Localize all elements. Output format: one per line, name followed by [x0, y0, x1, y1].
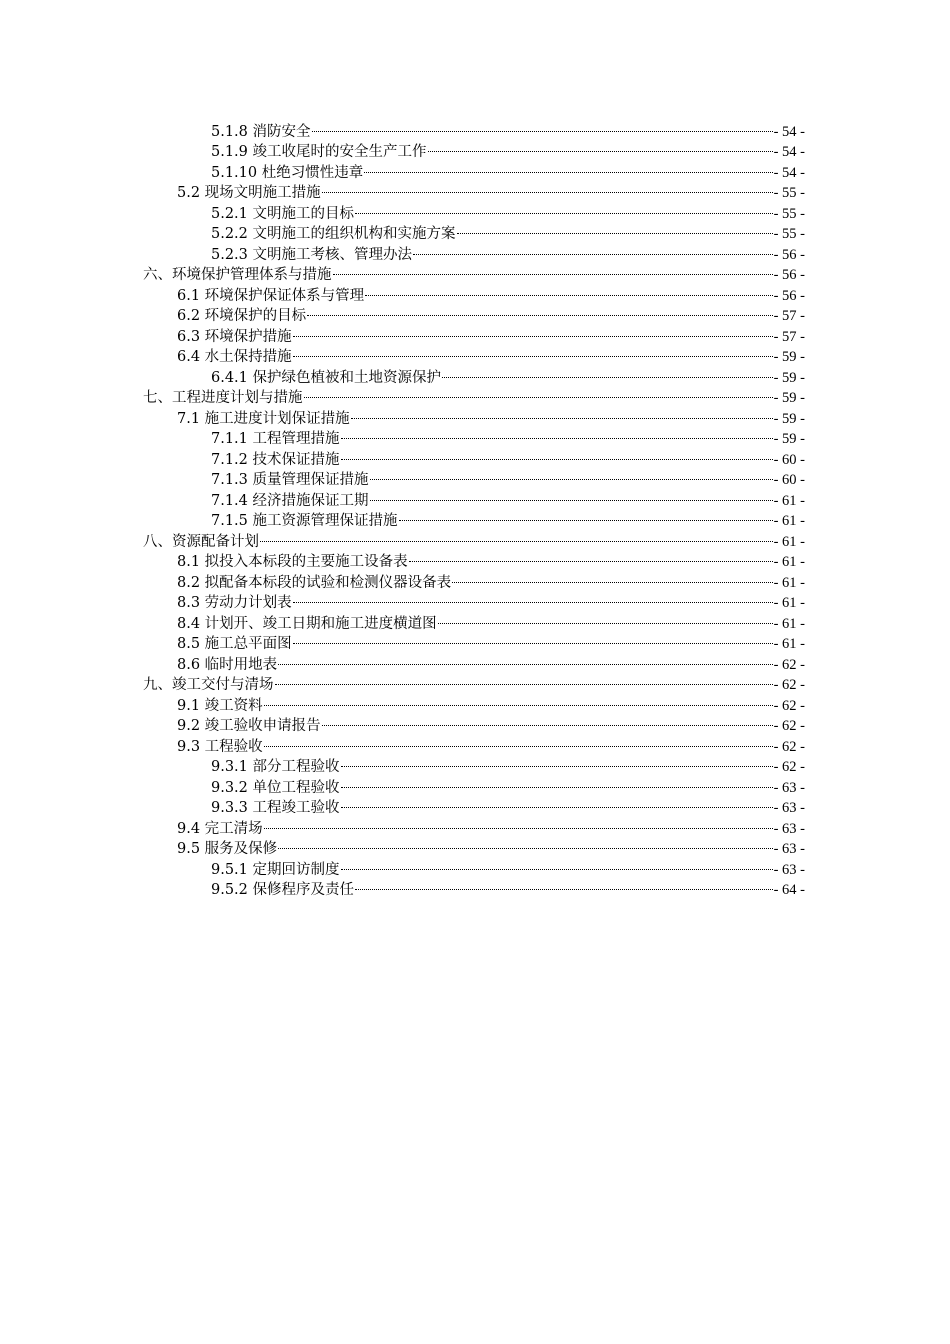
- toc-entry[interactable]: [0, 259, 950, 283]
- toc-dot-leader: [355, 197, 773, 218]
- toc-entry-page: - 63 -: [773, 779, 805, 796]
- toc-entry-title: 6.4.1 保护绿色植被和土地资源保护: [211, 369, 442, 386]
- toc-entry-page: - 59 -: [773, 410, 805, 427]
- toc-entry-page: - 61 -: [773, 615, 805, 632]
- toc-entry[interactable]: [0, 423, 950, 447]
- toc-dot-leader: [438, 607, 773, 628]
- toc-entry[interactable]: [0, 812, 950, 837]
- table-of-contents: [0, 115, 950, 898]
- toc-entry-title: 9.3 工程验收: [177, 738, 263, 755]
- toc-entry[interactable]: [0, 505, 950, 529]
- toc-entry-page: - 61 -: [773, 492, 805, 509]
- toc-entry[interactable]: [0, 197, 950, 222]
- toc-entry-page: - 59 -: [773, 349, 805, 365]
- toc-entry[interactable]: [0, 771, 950, 796]
- toc-entry-page: - 61 -: [773, 636, 805, 652]
- toc-entry[interactable]: [0, 587, 950, 611]
- toc-dot-leader: [293, 320, 773, 341]
- toc-entry-page: - 62 -: [773, 738, 805, 755]
- toc-dot-leader: [355, 874, 773, 895]
- toc-entry-title: 7.1.3 质量管理保证措施: [211, 472, 369, 488]
- toc-entry-title: 8.1 拟投入本标段的主要施工设备表: [177, 554, 408, 570]
- toc-entry[interactable]: [0, 218, 950, 242]
- toc-dot-leader: [370, 484, 773, 505]
- toc-entry[interactable]: [0, 525, 950, 550]
- toc-entry-page: - 61 -: [773, 513, 805, 529]
- toc-dot-leader: [457, 218, 773, 239]
- toc-dot-leader: [452, 566, 772, 587]
- toc-entry[interactable]: [0, 874, 950, 898]
- toc-dot-leader: [442, 361, 773, 382]
- toc-entry[interactable]: [0, 853, 950, 878]
- toc-dot-leader: [264, 689, 773, 710]
- toc-entry-title: 5.1.8 消防安全: [211, 123, 311, 140]
- toc-dot-leader: [365, 279, 772, 300]
- toc-entry[interactable]: [0, 710, 950, 734]
- toc-entry-title: 5.2.2 文明施工的组织机构和实施方案: [211, 226, 456, 242]
- toc-entry-page: - 60 -: [773, 451, 805, 468]
- toc-entry[interactable]: [0, 320, 950, 345]
- toc-entry-title: 8.2 拟配备本标段的试验和检测仪器设备表: [177, 574, 452, 591]
- toc-entry[interactable]: [0, 833, 950, 857]
- toc-entry-page: - 57 -: [773, 308, 805, 324]
- toc-entry-title: 7.1.2 技术保证措施: [211, 451, 340, 468]
- toc-dot-leader: [278, 833, 772, 854]
- toc-dot-leader: [341, 443, 773, 464]
- toc-entry[interactable]: [0, 341, 950, 365]
- toc-entry[interactable]: [0, 136, 950, 160]
- toc-dot-leader: [370, 464, 773, 485]
- toc-entry[interactable]: [0, 238, 950, 263]
- toc-entry-title: 5.1.10 杜绝习惯性违章: [211, 164, 364, 181]
- toc-entry-title: 6.4 水土保持措施: [177, 349, 292, 365]
- toc-dot-leader: [275, 669, 773, 690]
- toc-entry-title: 9.1 竣工资料: [177, 697, 263, 714]
- toc-dot-leader: [413, 238, 773, 259]
- toc-entry-page: - 54 -: [773, 164, 805, 181]
- toc-entry[interactable]: [0, 300, 950, 324]
- toc-entry-page: - 62 -: [773, 718, 805, 734]
- toc-entry-title: 六、环境保护管理体系与措施: [143, 267, 332, 283]
- toc-entry[interactable]: [0, 382, 950, 406]
- toc-entry-title: 6.3 环境保护措施: [177, 328, 292, 345]
- toc-entry-title: 八、资源配备计划: [143, 533, 259, 550]
- toc-entry-title: 9.4 完工清场: [177, 820, 263, 837]
- toc-entry[interactable]: [0, 566, 950, 591]
- toc-entry-page: - 57 -: [773, 328, 805, 345]
- toc-dot-leader: [304, 382, 773, 403]
- toc-entry[interactable]: [0, 607, 950, 632]
- toc-entry-title: 6.2 环境保护的目标: [177, 308, 307, 324]
- toc-dot-leader: [341, 751, 773, 772]
- toc-entry-title: 九、竣工交付与清场: [143, 677, 274, 693]
- toc-entry-title: 7.1.5 施工资源管理保证措施: [211, 513, 398, 529]
- toc-entry-title: 6.1 环境保护保证体系与管理: [177, 287, 365, 304]
- toc-dot-leader: [341, 423, 773, 444]
- toc-entry[interactable]: [0, 361, 950, 386]
- toc-entry-page: - 63 -: [773, 841, 805, 857]
- toc-entry-title: 9.5 服务及保修: [177, 841, 278, 857]
- toc-entry-title: 8.6 临时用地表: [177, 656, 278, 673]
- toc-entry-page: - 59 -: [773, 390, 805, 406]
- toc-dot-leader: [307, 300, 772, 321]
- toc-entry-page: - 59 -: [773, 431, 805, 447]
- toc-entry-title: 9.5.2 保修程序及责任: [211, 882, 355, 898]
- toc-entry-page: - 62 -: [773, 677, 805, 693]
- toc-entry-page: - 62 -: [773, 697, 805, 714]
- toc-dot-leader: [322, 710, 773, 731]
- toc-entry-title: 8.4 计划开、竣工日期和施工进度横道图: [177, 615, 437, 632]
- toc-dot-leader: [264, 812, 773, 833]
- toc-entry-title: 5.2.3 文明施工考核、管理办法: [211, 246, 413, 263]
- toc-entry[interactable]: [0, 689, 950, 714]
- toc-entry-page: - 56 -: [773, 267, 805, 283]
- toc-entry-page: - 62 -: [773, 759, 805, 775]
- toc-dot-leader: [264, 730, 773, 751]
- toc-entry-page: - 64 -: [773, 882, 805, 898]
- toc-entry-page: - 61 -: [773, 595, 805, 611]
- toc-dot-leader: [293, 587, 773, 608]
- toc-entry[interactable]: [0, 177, 950, 201]
- toc-entry-page: - 54 -: [773, 123, 805, 140]
- toc-entry[interactable]: [0, 628, 950, 652]
- toc-entry-page: - 59 -: [773, 369, 805, 386]
- toc-entry-page: - 55 -: [773, 226, 805, 242]
- toc-dot-leader: [428, 136, 773, 157]
- toc-entry[interactable]: [0, 669, 950, 693]
- toc-entry-title: 7.1.4 经济措施保证工期: [211, 492, 369, 509]
- toc-entry[interactable]: [0, 279, 950, 304]
- toc-entry[interactable]: [0, 115, 950, 140]
- toc-entry-page: - 56 -: [773, 246, 805, 263]
- toc-entry-page: - 54 -: [773, 144, 805, 160]
- toc-entry-title: 9.5.1 定期回访制度: [211, 861, 340, 878]
- toc-entry-page: - 60 -: [773, 472, 805, 488]
- toc-dot-leader: [399, 505, 773, 526]
- toc-entry[interactable]: [0, 484, 950, 509]
- toc-entry-page: - 61 -: [773, 554, 805, 570]
- toc-dot-leader: [312, 115, 773, 136]
- toc-entry-title: 8.3 劳动力计划表: [177, 595, 292, 611]
- toc-entry-title: 9.3.2 单位工程验收: [211, 779, 340, 796]
- toc-entry[interactable]: [0, 751, 950, 775]
- toc-entry[interactable]: [0, 156, 950, 181]
- toc-entry-title: 7.1 施工进度计划保证措施: [177, 410, 350, 427]
- toc-dot-leader: [322, 177, 773, 198]
- toc-dot-leader: [364, 156, 772, 177]
- toc-dot-leader: [341, 853, 773, 874]
- toc-entry-title: 9.3.3 工程竣工验收: [211, 800, 340, 816]
- toc-entry[interactable]: [0, 464, 950, 488]
- toc-entry[interactable]: [0, 402, 950, 427]
- toc-dot-leader: [409, 546, 773, 567]
- toc-entry-page: - 55 -: [773, 185, 805, 201]
- toc-entry-title: 5.2 现场文明施工措施: [177, 185, 321, 201]
- toc-entry[interactable]: [0, 730, 950, 755]
- toc-dot-leader: [341, 792, 773, 813]
- toc-entry-page: - 63 -: [773, 861, 805, 878]
- toc-entry-title: 9.3.1 部分工程验收: [211, 759, 340, 775]
- toc-entry-title: 七、工程进度计划与措施: [143, 390, 303, 406]
- toc-entry-title: 7.1.1 工程管理措施: [211, 431, 340, 447]
- toc-entry-title: 5.1.9 竣工收尾时的安全生产工作: [211, 144, 427, 160]
- toc-entry[interactable]: [0, 792, 950, 816]
- toc-entry-title: 8.5 施工总平面图: [177, 636, 292, 652]
- toc-entry-title: 5.2.1 文明施工的目标: [211, 205, 355, 222]
- toc-dot-leader: [293, 628, 773, 649]
- toc-entry[interactable]: [0, 546, 950, 570]
- toc-entry[interactable]: [0, 443, 950, 468]
- toc-dot-leader: [351, 402, 773, 423]
- toc-entry-title: 9.2 竣工验收申请报告: [177, 718, 321, 734]
- toc-entry-page: - 61 -: [773, 533, 805, 550]
- toc-entry-page: - 62 -: [773, 656, 805, 673]
- toc-entry-page: - 55 -: [773, 205, 805, 222]
- toc-dot-leader: [333, 259, 773, 280]
- toc-entry-page: - 56 -: [773, 287, 805, 304]
- toc-dot-leader: [260, 525, 773, 546]
- toc-dot-leader: [278, 648, 772, 669]
- toc-entry-page: - 63 -: [773, 800, 805, 816]
- toc-entry-page: - 61 -: [773, 574, 805, 591]
- toc-dot-leader: [293, 341, 773, 362]
- toc-entry-page: - 63 -: [773, 820, 805, 837]
- toc-entry[interactable]: [0, 648, 950, 673]
- toc-dot-leader: [341, 771, 773, 792]
